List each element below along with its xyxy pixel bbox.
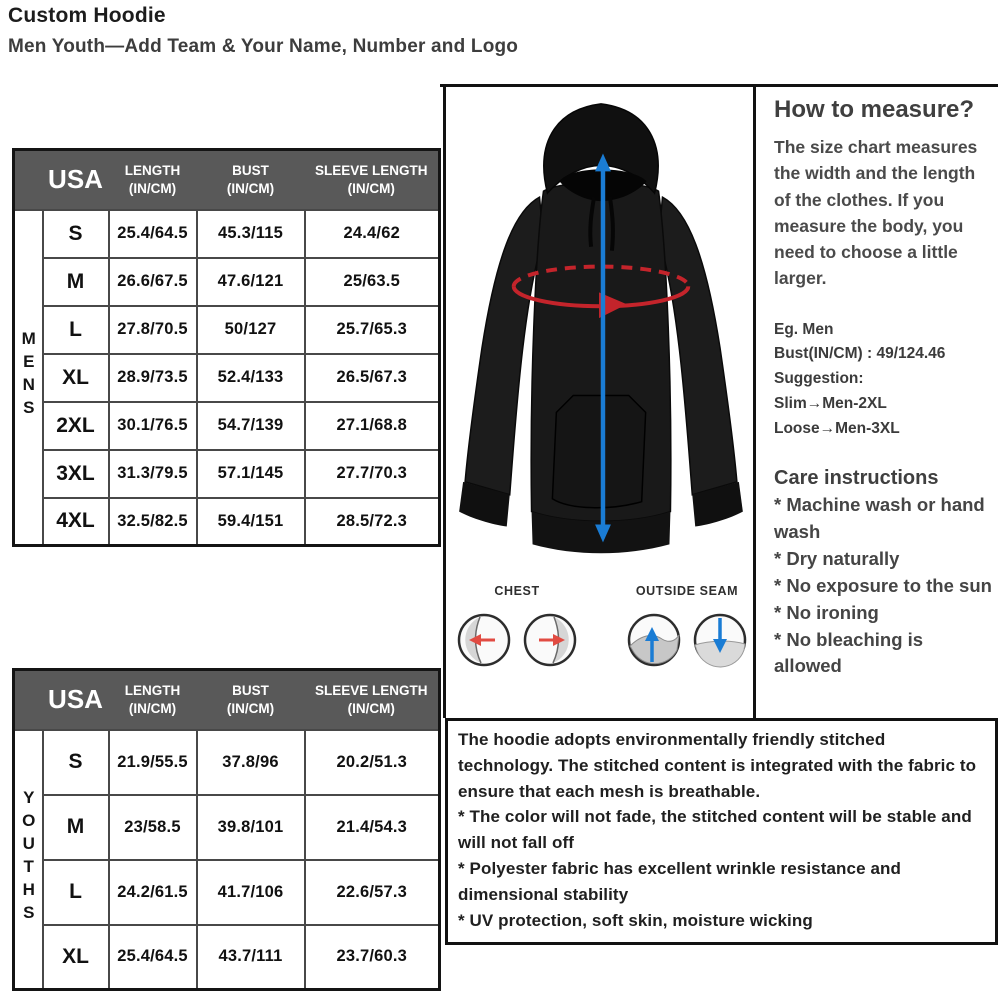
outside-seam-icon-group xyxy=(626,584,748,668)
length-cell: 23/58.5 xyxy=(109,795,197,860)
example-line: Suggestion: xyxy=(774,370,864,388)
care-heading: Care instructions xyxy=(774,467,939,490)
table-row xyxy=(14,402,440,450)
header-usa: USA xyxy=(43,150,109,210)
size-cell: 2XL xyxy=(43,402,109,450)
length-cell: 25.4/64.5 xyxy=(109,925,197,990)
header-length: LENGTH (IN/CM) xyxy=(109,150,197,210)
care-item: * No ironing xyxy=(774,601,879,623)
how-to-measure-intro: The size chart measures the width and the length of the clothes. If you measure the body, you need to choose a little larger. xyxy=(774,137,978,289)
sleeve-cell: 21.4/54.3 xyxy=(305,795,440,860)
example-line: Loose→Men-3XL xyxy=(774,419,900,437)
care-instructions-block xyxy=(774,467,996,680)
table-row xyxy=(14,258,440,306)
size-cell: 3XL xyxy=(43,450,109,498)
seam-arrow-up-icon xyxy=(626,612,682,668)
sleeve-cell: 27.1/68.8 xyxy=(305,402,440,450)
sleeve-cell: 22.6/57.3 xyxy=(305,860,440,925)
bust-cell: 59.4/151 xyxy=(197,498,305,546)
title-block xyxy=(8,4,518,58)
bust-cell: 54.7/139 xyxy=(197,402,305,450)
mens-size-table xyxy=(12,148,441,547)
sleeve-cell: 27.7/70.3 xyxy=(305,450,440,498)
page-title: Custom Hoodie xyxy=(8,4,166,27)
header-usa: USA xyxy=(43,670,109,730)
hoodie-panel xyxy=(443,84,753,718)
bust-cell: 57.1/145 xyxy=(197,450,305,498)
length-cell: 30.1/76.5 xyxy=(109,402,197,450)
table-row xyxy=(14,498,440,546)
bust-cell: 43.7/111 xyxy=(197,925,305,990)
table-row xyxy=(14,354,440,402)
bust-cell: 39.8/101 xyxy=(197,795,305,860)
youth-size-table xyxy=(12,668,441,991)
hoodie-pocket xyxy=(552,396,645,508)
chest-measure-right-icon xyxy=(522,612,578,668)
chest-measure-left-icon xyxy=(456,612,512,668)
care-item: * Dry naturally xyxy=(774,548,900,570)
header-sleeve: SLEEVE LENGTH (IN/CM) xyxy=(305,150,440,210)
size-cell: 4XL xyxy=(43,498,109,546)
youth-table-header-row xyxy=(14,670,440,730)
header-bust: BUST (IN/CM) xyxy=(197,670,305,730)
length-cell: 28.9/73.5 xyxy=(109,354,197,402)
length-cell: 21.9/55.5 xyxy=(109,730,197,795)
length-cell: 26.6/67.5 xyxy=(109,258,197,306)
fabric-line: * The color will not fade, the stitched content will be stable and will not fall off xyxy=(458,807,972,853)
sleeve-cell: 20.2/51.3 xyxy=(305,730,440,795)
how-to-measure-panel xyxy=(753,84,1000,718)
size-cell: S xyxy=(43,210,109,258)
size-example-block xyxy=(774,318,996,442)
mens-table-header-row xyxy=(14,150,440,210)
sleeve-cell: 23.7/60.3 xyxy=(305,925,440,990)
bust-cell: 47.6/121 xyxy=(197,258,305,306)
mens-group-label: MENS xyxy=(14,210,43,546)
table-row xyxy=(14,925,440,990)
care-item: * No exposure to the sun xyxy=(774,574,992,596)
header-sleeve: SLEEVE LENGTH (IN/CM) xyxy=(305,670,440,730)
size-cell: XL xyxy=(43,925,109,990)
how-to-measure-heading: How to measure? xyxy=(774,96,975,123)
outside-seam-label: OUTSIDE SEAM xyxy=(635,584,739,598)
table-row xyxy=(14,860,440,925)
size-cell: L xyxy=(43,860,109,925)
header-corner xyxy=(14,670,43,730)
length-cell: 32.5/82.5 xyxy=(109,498,197,546)
length-cell: 31.3/79.5 xyxy=(109,450,197,498)
bust-cell: 37.8/96 xyxy=(197,730,305,795)
youth-group-label: YOUTHS xyxy=(14,730,43,990)
size-cell: M xyxy=(43,795,109,860)
table-row xyxy=(14,450,440,498)
table-row xyxy=(14,730,440,795)
fabric-description-box xyxy=(445,718,998,945)
bust-cell: 52.4/133 xyxy=(197,354,305,402)
size-cell: XL xyxy=(43,354,109,402)
chest-label: CHEST xyxy=(494,584,540,598)
table-row xyxy=(14,795,440,860)
care-item: * Machine wash or hand wash xyxy=(774,494,985,543)
bust-cell: 50/127 xyxy=(197,306,305,354)
bust-cell: 45.3/115 xyxy=(197,210,305,258)
length-cell: 24.2/61.5 xyxy=(109,860,197,925)
example-line: Slim→Men-2XL xyxy=(774,394,887,412)
sleeve-cell: 25/63.5 xyxy=(305,258,440,306)
header-corner xyxy=(14,150,43,210)
page-subtitle: Men Youth—Add Team & Your Name, Number and Logo xyxy=(8,36,519,57)
fabric-line: * UV protection, soft skin, moisture wicking xyxy=(458,910,813,930)
header-length: LENGTH (IN/CM) xyxy=(109,670,197,730)
sleeve-cell: 28.5/72.3 xyxy=(305,498,440,546)
chest-icon-group xyxy=(456,584,578,668)
example-line: Eg. Men xyxy=(774,320,834,338)
bust-cell: 41.7/106 xyxy=(197,860,305,925)
header-bust: BUST (IN/CM) xyxy=(197,150,305,210)
size-cell: L xyxy=(43,306,109,354)
length-cell: 27.8/70.5 xyxy=(109,306,197,354)
example-line: Bust(IN/CM) : 49/124.46 xyxy=(774,345,946,363)
sleeve-cell: 25.7/65.3 xyxy=(305,306,440,354)
hoodie-illustration xyxy=(452,90,750,586)
size-cell: M xyxy=(43,258,109,306)
measurement-icons-row xyxy=(456,584,748,668)
seam-arrow-down-icon xyxy=(692,612,748,668)
table-row xyxy=(14,210,440,258)
fabric-line: The hoodie adopts environmentally friendly stitched technology. The stitched content is integrated with the fabric to ensure that each mesh is breathable. xyxy=(458,730,977,801)
table-row xyxy=(14,306,440,354)
fabric-line: * Polyester fabric has excellent wrinkle resistance and dimensional stability xyxy=(458,859,901,904)
care-item: * No bleaching is allowed xyxy=(774,628,924,677)
length-cell: 25.4/64.5 xyxy=(109,210,197,258)
sleeve-cell: 26.5/67.3 xyxy=(305,354,440,402)
size-cell: S xyxy=(43,730,109,795)
sleeve-cell: 24.4/62 xyxy=(305,210,440,258)
